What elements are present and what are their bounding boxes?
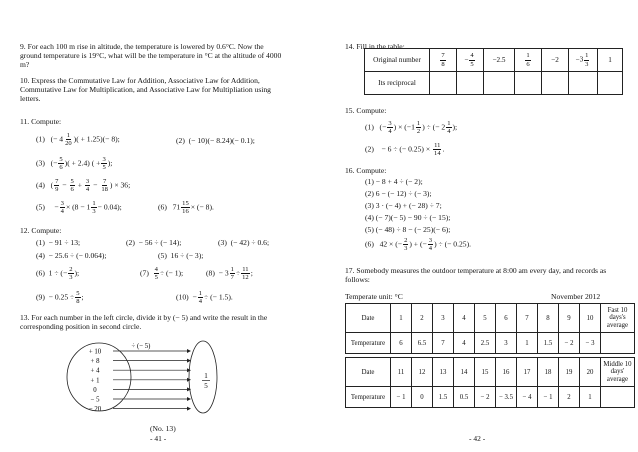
left-value: − 5 xyxy=(90,396,100,404)
temperature-cell: 0 xyxy=(412,387,433,408)
temperature-cell: 0.5 xyxy=(454,387,475,408)
question-14-title: 14. Fill in the table: xyxy=(345,42,405,51)
date-cell: 14 xyxy=(454,358,475,387)
q12-item-8: (8) − 3 $\frac{1}{7}$ ÷ $\frac{11}{12}$ ; xyxy=(206,266,253,282)
temperature-cell: − 3.5 xyxy=(496,387,517,408)
table-cell: $\frac{7}{8}$ xyxy=(430,49,457,72)
q12-item-2: (2) − 56 ÷ (− 14); xyxy=(126,238,182,247)
q12-item-10: (10) − $\frac{1}{4}$ ÷ (− 1.5). xyxy=(176,290,233,306)
table-row xyxy=(346,387,635,408)
temperature-cell: 1 xyxy=(517,333,538,354)
table-cell[interactable] xyxy=(542,72,569,95)
date-cell: 17 xyxy=(517,358,538,387)
date-label: Date xyxy=(346,304,391,333)
q11-item-1: (1) (− 4 $\frac{1}{20}$ )( + 1.25)(− 8); xyxy=(36,132,120,148)
right-value-numerator: 1 xyxy=(204,372,208,380)
q11-item-4: (4) ( $\frac{7}{9}$ − $\frac{5}{6}$ + $\frac{3}{4}$ − $\frac{7}{18}$ ) × 36; xyxy=(36,178,131,194)
date-cell: 4 xyxy=(454,304,475,333)
temperature-cell[interactable] xyxy=(601,387,635,408)
date-cell: 1 xyxy=(391,304,412,333)
date-cell: 6 xyxy=(496,304,517,333)
date-cell: 13 xyxy=(433,358,454,387)
temperature-cell: 1 xyxy=(580,387,601,408)
table-row xyxy=(346,304,635,333)
row-label-reciprocal: Its reciprocal xyxy=(365,72,430,95)
temperature-cell: − 2 xyxy=(559,333,580,354)
q12-item-1: (1) − 91 ÷ 13; xyxy=(36,238,81,247)
date-cell: 9 xyxy=(559,304,580,333)
temperature-cell: 3 xyxy=(496,333,517,354)
q16-item-4: (4) (− 7)(− 5) − 90 ÷ (− 15); xyxy=(365,213,451,222)
page-number-right: - 42 - xyxy=(469,434,486,443)
q16-item-3: (3) 3 · (− 4) + (− 28) ÷ 7; xyxy=(365,201,442,210)
question-9: 9. For each 100 m rise in altitude, the temperature is lowered by 0.6°C. Now the ground temperature is 19°C, what will be the temperature in °C at the altitude of 4000 m? xyxy=(20,42,282,70)
temperature-cell: 1.5 xyxy=(433,387,454,408)
table-cell: $\frac{1}{6}$ xyxy=(515,49,542,72)
temperature-table-2 xyxy=(345,357,635,408)
table-row xyxy=(346,333,635,354)
date-cell: 15 xyxy=(475,358,496,387)
q11-item-3: (3) (− $\frac{5}{6}$ )( + 2.4) ( + $\frac{3}{5}$ ); xyxy=(36,156,113,172)
date-cell: 7 xyxy=(517,304,538,333)
date-cell: 8 xyxy=(538,304,559,333)
arrow-head-icon xyxy=(187,407,191,411)
q16-item-1: (1) − 8 + 4 ÷ (− 2); xyxy=(365,177,423,186)
arrow-head-icon xyxy=(187,397,191,401)
q12-item-7: (7) $\frac{4}{5}$ ÷ (− 1); xyxy=(140,266,184,282)
table-cell: −2 xyxy=(542,49,569,72)
left-value: + 8 xyxy=(90,358,100,366)
q16-item-6: (6) 42 × (− $\frac{2}{3}$ ) + (− $\frac{3}{4}$ ) ÷ (− 0.25). xyxy=(365,237,471,253)
table-cell[interactable] xyxy=(457,72,484,95)
table-row xyxy=(365,72,623,95)
table-cell[interactable] xyxy=(430,72,457,95)
temperature-cell: − 1 xyxy=(538,387,559,408)
arrow-head-icon xyxy=(187,349,191,353)
q16-item-5: (5) (− 48) ÷ 8 − (− 25)(− 6); xyxy=(365,225,451,234)
q11-item-6: (6) 71 $\frac{15}{16}$ × (− 8). xyxy=(158,200,214,216)
date-cell: 12 xyxy=(412,358,433,387)
left-value: + 4 xyxy=(90,367,100,375)
table-cell[interactable] xyxy=(484,72,515,95)
question-10: 10. Express the Commutative Law for Addition, Associative Law for Addition, Commutative Law for Multiplication, and Associative Law for Multipliation using letters. xyxy=(20,76,271,104)
table-cell: − $\frac{4}{5}$ xyxy=(457,49,484,72)
temperature-month: November 2012 xyxy=(551,292,601,301)
average-label: Fast 10 days's average xyxy=(601,304,635,333)
reciprocal-table xyxy=(364,48,623,95)
temperature-label: Temperature xyxy=(346,333,391,354)
temperature-cell: 4 xyxy=(454,333,475,354)
temperature-cell: 2 xyxy=(559,387,580,408)
q11-item-5: (5) − $\frac{3}{4}$ × (8 − 1 $\frac{1}{3}$ − 0.04); xyxy=(36,200,122,216)
table-row xyxy=(365,49,623,72)
question-13: 13. For each number in the left circle, divide it by (− 5) and write the result in the corresponding position in second circle. xyxy=(20,313,268,332)
table-cell[interactable] xyxy=(598,72,623,95)
right-value-denominator: 5 xyxy=(204,382,208,390)
table-cell: −2.5 xyxy=(484,49,515,72)
q11-item-2: (2) (− 10)(− 8.24)(− 0.1); xyxy=(176,136,255,145)
temperature-cell: 6.5 xyxy=(412,333,433,354)
q15-item-1: (1) (− $\frac{3}{4}$ ) × (−1 $\frac{1}{2}$ ) ÷ (− 2 $\frac{1}{4}$ ); xyxy=(365,120,458,136)
temperature-cell: 7 xyxy=(433,333,454,354)
question-12-title: 12. Compute: xyxy=(20,226,62,235)
q16-item-2: (2) 6 − (− 12) ÷ (− 3); xyxy=(365,189,432,198)
temperature-cell: − 1 xyxy=(391,387,412,408)
temperature-cell: 6 xyxy=(391,333,412,354)
operator-label: ÷ (− 5) xyxy=(131,343,151,350)
date-label: Date xyxy=(346,358,391,387)
question-11-title: 11. Compute: xyxy=(20,117,62,126)
temperature-label: Temperature xyxy=(346,387,391,408)
q12-item-6: (6) 1 ÷ (− $\frac{2}{3}$ ); xyxy=(36,266,80,282)
q12-item-3: (3) (− 42) ÷ 0.6; xyxy=(218,238,270,247)
date-cell: 16 xyxy=(496,358,517,387)
left-value: + 1 xyxy=(90,377,100,385)
circle-diagram xyxy=(55,340,225,420)
date-cell: 5 xyxy=(475,304,496,333)
table-cell: 1 xyxy=(598,49,623,72)
question-16-title: 16. Compute: xyxy=(345,166,387,175)
temperature-cell: 1.5 xyxy=(538,333,559,354)
left-value: 0 xyxy=(93,386,97,394)
diagram-caption: (No. 13) xyxy=(150,424,176,433)
right-circle xyxy=(189,341,217,413)
date-cell: 20 xyxy=(580,358,601,387)
q12-item-5: (5) 16 ÷ (− 3); xyxy=(158,251,204,260)
date-cell: 3 xyxy=(433,304,454,333)
date-cell: 18 xyxy=(538,358,559,387)
right-page xyxy=(319,0,638,452)
average-label: Middle 10 days' average xyxy=(601,358,635,387)
left-value: − 20 xyxy=(88,406,102,414)
temperature-unit: Temperate unit: °C xyxy=(345,292,403,301)
left-value: + 10 xyxy=(88,348,102,356)
temperature-cell: − 2 xyxy=(475,387,496,408)
temperature-cell: − 4 xyxy=(517,387,538,408)
table-row xyxy=(346,358,635,387)
q15-item-2: (2) − 6 ÷ (− 0.25) × $\frac{11}{14}$ . xyxy=(365,142,445,158)
temperature-table-1 xyxy=(345,303,635,354)
date-cell: 19 xyxy=(559,358,580,387)
page-number-left: - 41 - xyxy=(150,434,167,443)
temperature-cell: 2.5 xyxy=(475,333,496,354)
question-17: 17. Somebody measures the outdoor temperature at 8:00 am every day, and records as follows: xyxy=(345,266,607,285)
q12-item-9: (9) − 0.25 ÷ $\frac{5}{8}$ ; xyxy=(36,290,84,306)
question-15-title: 15. Compute: xyxy=(345,106,387,115)
date-cell: 11 xyxy=(391,358,412,387)
table-cell[interactable] xyxy=(515,72,542,95)
q12-item-4: (4) − 25.6 ÷ (− 0.064); xyxy=(36,251,107,260)
table-cell: −3 $\frac{1}{3}$ xyxy=(569,49,598,72)
table-cell[interactable] xyxy=(569,72,598,95)
temperature-cell: − 3 xyxy=(580,333,601,354)
temperature-cell[interactable] xyxy=(601,333,635,354)
row-label-original: Original number xyxy=(365,49,430,72)
date-cell: 2 xyxy=(412,304,433,333)
date-cell: 10 xyxy=(580,304,601,333)
